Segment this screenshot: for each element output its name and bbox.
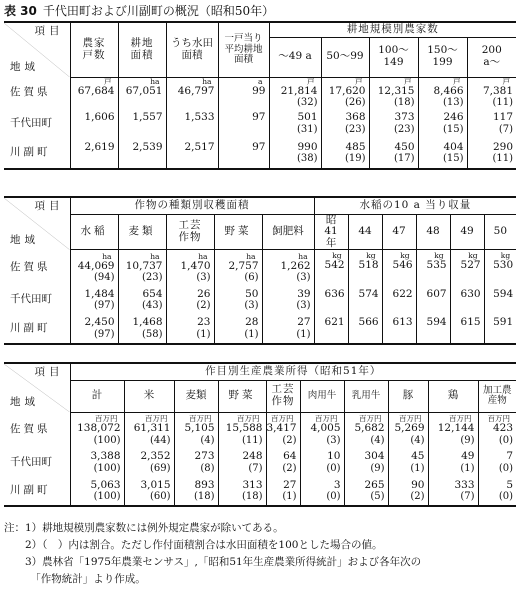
cell: 戸 67,684 [70, 77, 118, 109]
income-header: 野菜 [218, 380, 266, 412]
cell: 百万円 4,005 (3) [300, 412, 344, 448]
cell: 戸 12,315 (18) [369, 77, 418, 109]
table-row [4, 477, 516, 506]
cell: 333 (7) [428, 477, 478, 506]
footnote: 2）（ ）内は割合。ただし作付面積割合は水田面積を100とした場合の値。 [4, 539, 383, 551]
cell: 2,450 (97) [70, 315, 118, 344]
cell: 990 (38) [269, 139, 321, 169]
cell: ha 67,051 [118, 77, 166, 109]
cell: 566 [348, 315, 382, 344]
header-income-group: 作目別生産農業所得（昭和51年） [70, 363, 516, 380]
crop-header: 飼肥料 [262, 214, 314, 250]
corner-header [4, 22, 70, 77]
row-label: 千代田町 [10, 116, 52, 129]
cell: 戸 17,620 (26) [321, 77, 369, 109]
income-header: 工芸作物 [266, 380, 300, 412]
cell: 248 (7) [218, 448, 266, 477]
cell: 45 (1) [388, 448, 428, 477]
cell: 百万円 15,588 (11) [218, 412, 266, 448]
cell: 戸 21,814 (32) [269, 77, 321, 109]
table-row [4, 77, 516, 109]
cell: 313 (18) [218, 477, 266, 506]
table-number: 表 30 [4, 4, 37, 18]
cell: 7 (0) [478, 448, 516, 477]
cell: 5 (0) [478, 477, 516, 506]
cell: 1,468 (58) [118, 315, 166, 344]
table-row [4, 109, 516, 139]
cell: 373 (23) [369, 109, 418, 139]
row-label: 佐賀県 [10, 86, 51, 99]
bin-header: 〜49 a [269, 37, 321, 77]
cell: 百万円 138,072 (100) [70, 412, 124, 448]
cell: 265 (5) [344, 477, 388, 506]
cell: 630 [450, 286, 484, 315]
cell: 1,533 [166, 109, 218, 139]
cell: 39 (3) [262, 286, 314, 315]
year-header: 44 [348, 214, 382, 250]
cell: 636 [314, 286, 348, 315]
cell: 27 (1) [266, 477, 300, 506]
cell: 百万円 3,417 (2) [266, 412, 300, 448]
footnotes [4, 520, 520, 588]
cell: 26 (2) [166, 286, 214, 315]
crop-header: 麦類 [118, 214, 166, 250]
cell: 28 (1) [214, 315, 262, 344]
cell: kg 546 [382, 250, 416, 286]
cell: 戸 7,381 (11) [467, 77, 516, 109]
cell: 10 (0) [300, 448, 344, 477]
cell: 百万円 5,682 (4) [344, 412, 388, 448]
cell: 百万円 5,105 (4) [174, 412, 218, 448]
cell: 622 [382, 286, 416, 315]
table-row [4, 315, 516, 344]
table-row [4, 139, 516, 169]
cell: 613 [382, 315, 416, 344]
cell: ha 44,069 (94) [70, 250, 118, 286]
cell: ha 2,757 (6) [214, 250, 262, 286]
income-header: 乳用牛 [344, 380, 388, 412]
corner-header [4, 197, 70, 250]
corner-item-label: 項目 [34, 200, 64, 212]
footnote: 「作物統計」より作成。 [4, 573, 146, 585]
cell: 1,606 [70, 109, 118, 139]
cell: 3 (0) [300, 477, 344, 506]
cell: 485 (19) [321, 139, 369, 169]
cell: 290 (11) [467, 139, 516, 169]
cell: 23 (1) [166, 315, 214, 344]
cell: 501 (31) [269, 109, 321, 139]
row-label: 川副町 [10, 484, 51, 497]
income-header: 肉用牛 [300, 380, 344, 412]
header-farms: 農家戸数 [70, 22, 118, 77]
crop-header: 工芸作物 [166, 214, 214, 250]
header-avg-area: 一戸当り平均耕地面積 [218, 22, 269, 77]
table-row [4, 412, 516, 448]
cell: 2,517 [166, 139, 218, 169]
cell: 2,539 [118, 139, 166, 169]
cell: 97 [218, 109, 269, 139]
income-header: 加工農産物 [478, 380, 516, 412]
table-caption: 千代田町および川副町の概況（昭和50年） [42, 4, 275, 18]
cell: 百万円 12,144 (9) [428, 412, 478, 448]
cell: 621 [314, 315, 348, 344]
cell: 273 (8) [174, 448, 218, 477]
crop-area-yield-table [4, 196, 516, 345]
year-header: 48 [416, 214, 450, 250]
cell: 404 (15) [418, 139, 467, 169]
table-title [4, 2, 274, 19]
footnote: 注：1）耕地規模別農家数には例外規定農家が除いてある。 [4, 522, 284, 534]
corner-header [4, 363, 70, 412]
crop-header: 野菜 [214, 214, 262, 250]
cell: 百万円 423 (0) [478, 412, 516, 448]
cell: 574 [348, 286, 382, 315]
cell: 戸 8,466 (13) [418, 77, 467, 109]
corner-region-label: 地域 [10, 396, 39, 409]
header-yield-group: 水稲の10 a 当り収量 [314, 197, 516, 214]
cell: 2,619 [70, 139, 118, 169]
table-row [4, 250, 516, 286]
farm-income-table [4, 362, 516, 507]
year-header: 47 [382, 214, 416, 250]
crop-header: 水稲 [70, 214, 118, 250]
cell: 97 [218, 139, 269, 169]
cell: 591 [484, 315, 516, 344]
row-label: 佐賀県 [10, 260, 51, 273]
income-header: 鶏 [428, 380, 478, 412]
cell: kg 530 [484, 250, 516, 286]
cell: 百万円 61,311 (44) [124, 412, 174, 448]
bin-header: 100〜149 [369, 37, 418, 77]
income-header: 豚 [388, 380, 428, 412]
cell: 368 (23) [321, 109, 369, 139]
cell: 2,352 (69) [124, 448, 174, 477]
corner-region-label: 地域 [10, 61, 39, 74]
header-size-group: 耕地規模別農家数 [269, 22, 516, 37]
cell: 1,484 (97) [70, 286, 118, 315]
header-crop-area-group: 作物の種類別収穫面積 [70, 197, 314, 214]
cell: 5,063 (100) [70, 477, 124, 506]
cell: ha 1,262 (3) [262, 250, 314, 286]
cell: 117 (7) [467, 109, 516, 139]
header-area: 耕地面積 [118, 22, 166, 77]
year-header: 49 [450, 214, 484, 250]
cell: 615 [450, 315, 484, 344]
cell: 607 [416, 286, 450, 315]
cell: 3,388 (100) [70, 448, 124, 477]
cell: 3,015 (60) [124, 477, 174, 506]
cell: kg 535 [416, 250, 450, 286]
cell: a 99 [218, 77, 269, 109]
bin-header: 150〜199 [418, 37, 467, 77]
corner-item-label: 項目 [34, 25, 64, 37]
cell: 246 (15) [418, 109, 467, 139]
farm-overview-table [4, 21, 516, 170]
cell: kg 527 [450, 250, 484, 286]
cell: ha 10,737 (23) [118, 250, 166, 286]
income-header: 麦類 [174, 380, 218, 412]
table-row [4, 448, 516, 477]
row-label: 千代田町 [10, 293, 52, 306]
row-label: 千代田町 [10, 455, 52, 468]
cell: 百万円 5,269 (4) [388, 412, 428, 448]
cell: 654 (43) [118, 286, 166, 315]
cell: 304 (9) [344, 448, 388, 477]
cell: ha 46,797 [166, 77, 218, 109]
year-header: 50 [484, 214, 516, 250]
cell: ha 1,470 (3) [166, 250, 214, 286]
row-label: 佐賀県 [10, 423, 51, 436]
cell: 49 (1) [428, 448, 478, 477]
cell: 594 [416, 315, 450, 344]
row-label: 川副町 [10, 146, 51, 159]
cell: kg 518 [348, 250, 382, 286]
cell: 893 (18) [174, 477, 218, 506]
cell: 64 (2) [266, 448, 300, 477]
income-header: 米 [124, 380, 174, 412]
cell: 450 (17) [369, 139, 418, 169]
cell: 1,557 [118, 109, 166, 139]
bin-header: 200 a〜 [467, 37, 516, 77]
cell: 594 [484, 286, 516, 315]
cell: 50 (3) [214, 286, 262, 315]
corner-item-label: 項目 [34, 366, 64, 378]
table-row [4, 286, 516, 315]
cell: kg 542 [314, 250, 348, 286]
corner-region-label: 地域 [10, 234, 39, 247]
bin-header: 50〜99 [321, 37, 369, 77]
row-label: 川副町 [10, 321, 51, 334]
cell: 27 (1) [262, 315, 314, 344]
footnote: 3）農林省「1975年農業センサス」,「昭和51年生産農業所得統計」および各年次の [4, 556, 422, 568]
cell: 90 (2) [388, 477, 428, 506]
income-header: 計 [70, 380, 124, 412]
year-header: 昭41年 [314, 214, 348, 250]
header-paddy: うち水田面積 [166, 22, 218, 77]
